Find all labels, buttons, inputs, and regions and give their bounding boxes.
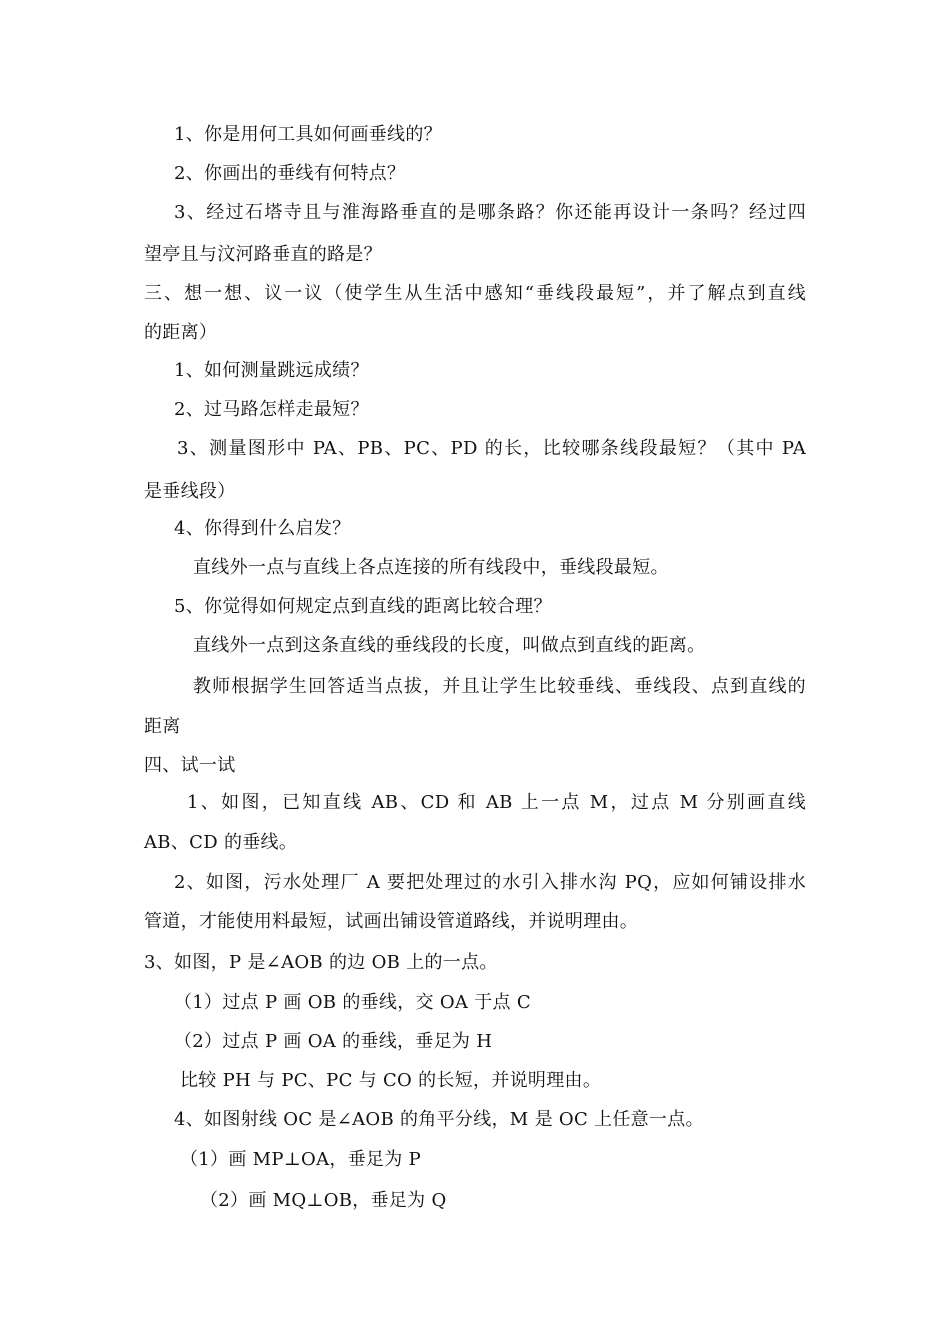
- exercise-3-part-2: （2）过点 P 画 OA 的垂线，垂足为 H: [174, 1031, 493, 1052]
- exercise-3-prompt: 3、如图，P 是∠AOB 的边 OB 上的一点。: [144, 952, 498, 973]
- section-3-item-4: 4、你得到什么启发？: [174, 518, 351, 539]
- question-3-line-1: 3、经过石塔寺且与淮海路垂直的是哪条路？你还能再设计一条吗？经过四: [174, 202, 806, 223]
- section-3-item-2: 2、过马路怎样走最短？: [174, 399, 369, 420]
- section-3-item-1: 1、如何测量跳远成绩？: [174, 360, 369, 381]
- exercise-4-prompt: 4、如图射线 OC 是∠AOB 的角平分线，M 是 OC 上任意一点。: [174, 1109, 704, 1130]
- section-3-heading-line-1: 三、想一想、议一议（使学生从生活中感知“垂线段最短”，并了解点到直线: [144, 283, 806, 304]
- exercise-1-line-2: AB、CD 的垂线。: [144, 832, 298, 853]
- question-1-tool: 1、你是用何工具如何画垂线的？: [174, 124, 442, 145]
- conclusion-shortest-segment: 直线外一点与直线上各点连接的所有线段中，垂线段最短。: [193, 557, 669, 578]
- definition-point-to-line-distance: 直线外一点到这条直线的垂线段的长度，叫做点到直线的距离。: [193, 635, 706, 656]
- question-2-features: 2、你画出的垂线有何特点？: [174, 163, 406, 184]
- section-3-item-5: 5、你觉得如何规定点到直线的距离比较合理？: [174, 596, 552, 617]
- exercise-1-line-1: 1、如图，已知直线 AB、CD 和 AB 上一点 M，过点 M 分别画直线: [187, 792, 806, 813]
- exercise-3-part-1: （1）过点 P 画 OB 的垂线，交 OA 于点 C: [174, 992, 531, 1013]
- teacher-note-line-2: 距离: [144, 716, 181, 737]
- exercise-4-part-2: （2）画 MQ⊥OB，垂足为 Q: [200, 1190, 447, 1211]
- exercise-3-compare: 比较 PH 与 PC、PC 与 CO 的长短，并说明理由。: [180, 1070, 602, 1091]
- exercise-2-line-1: 2、如图，污水处理厂 A 要把处理过的水引入排水沟 PQ，应如何铺设排水: [174, 872, 806, 893]
- exercise-2-line-2: 管道，才能使用料最短，试画出铺设管道路线，并说明理由。: [144, 911, 639, 932]
- section-3-item-3-line-1: 3、测量图形中 PA、PB、PC、PD 的长，比较哪条线段最短？（其中 PA: [177, 438, 806, 459]
- section-3-item-3-line-2: 是垂线段）: [144, 481, 236, 502]
- section-4-heading: 四、试一试: [144, 755, 236, 776]
- teacher-note-line-1: 教师根据学生回答适当点拔，并且让学生比较垂线、垂线段、点到直线的: [193, 676, 806, 697]
- section-3-heading-line-2: 的距离）: [144, 322, 218, 343]
- exercise-4-part-1: （1）画 MP⊥OA，垂足为 P: [180, 1149, 422, 1170]
- question-3-line-2: 望亭且与汶河路垂直的路是？: [144, 244, 382, 265]
